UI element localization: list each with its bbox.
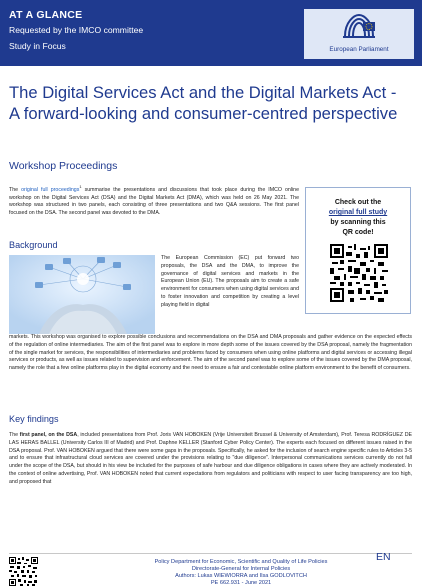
footer-authors: Authors: Lukas WIEWIORRA and Ilsa GODLOVITCH	[175, 573, 307, 579]
qr-callout	[305, 187, 411, 314]
footer-divider	[9, 553, 412, 554]
qr-code-icon[interactable]	[330, 244, 388, 302]
at-a-glance-label: AT A GLANCE	[9, 9, 83, 21]
european-parliament-logo	[304, 9, 414, 59]
requested-by-label: Requested by the IMCO committee	[9, 25, 144, 35]
qr-callout-line-1: Check out the	[334, 199, 382, 206]
language-code: EN	[376, 551, 391, 563]
footer-directorate: Directorate-General for Internal Policies	[191, 566, 291, 572]
subtitle: Workshop Proceedings	[9, 160, 118, 172]
digital-hands-illustration	[9, 255, 155, 334]
key-findings-paragraph: The first panel, on the DSA, included presentations from Prof. Joris VAN HOBOKEN (Vrije Universiteit Brussel & University of Amsterdam), Prof. Teresa RODRÍGUEZ DE LAS HERAS BALLEL (University Carlos III of Madrid) and Prof. Daphne KELLER (Stanford Cyber Policy Center). The experts each focused on different issues raised in the DSA proposal. Prof. VAN HOBOKEN argued that there were some gaps in the proposals. Specifically, he asked for the inclusion of search engine specific rules to Articles 3-5 and to ensure that infrastructural cloud services are covered under the provisions relating to "due diligence". Interpersonal communications services currently do not fall under the scope of the DSA, but should in his view be included for the purposes of safe harbour and due diligence obligations in cases where they are actively moderated. In the context of online advertising, Prof. VAN HOBOKEN noted that current expectations from regulators and politicians with respect to user facing transparency are too high, and proposed that	[9, 432, 412, 485]
ep-emblem-icon	[342, 12, 376, 44]
footer-qr-code-icon[interactable]	[9, 557, 38, 586]
original-full-study-link[interactable]: original full study	[328, 209, 388, 216]
header-band	[0, 0, 422, 66]
study-type-label: Study in Focus	[9, 41, 66, 51]
footer-department: Policy Department for Economic, Scientific and Quality of Life Policies	[154, 559, 328, 565]
full-proceedings-link[interactable]: original full proceedings	[21, 186, 80, 193]
intro-paragraph: The original full proceedings$^1$ summarise the presentations and discussions that took place during the IMCO online workshop on the Digital Services Act (DSA) and the Digital Markets Act (DMA), which was held on 26 May 2021. The workshop was structured in two panels, each consisting of three presentations and two Q&A sessions. The first panel focused on the DSA. The second panel was devoted to the DMA.	[9, 184, 299, 217]
qr-callout-line-3: by scanning this	[330, 219, 386, 226]
key-findings-heading: Key findings	[9, 414, 59, 424]
background-paragraph-continued: markets. This workshop was organised to explore possible conclusions and recommendations on the DSA and DMA proposals and gather evidence on the expected effects of the regulation of online intermediaries. The aim of the first panel was to explore in more depth some of the issues covered by the DSA proposal, namely the fragmentation of the single market for services, the responsibilities of intermediaries and problems faced by consumers when using online platforms and digital services or accessing illegal services or products, as well as issues related to supervision and enforcement. The aim of the second panel was to explore some of the issues covered by the DMA proposal, namely the role that a few online platforms play in the digital economy and the need to ensure a fair and contestable online platform environment to the benefit of consumers.	[9, 334, 412, 372]
background-paragraph-beside-image: The European Commission (EC) put forward two proposals, the DSA and the DMA, to improve the governance of digital services and markets in the European Union (EU). The proposals aim to create a safe environment for consumers when using digital services and to foster innovation and competition by creating a level playing field in digital	[161, 255, 299, 308]
page-title: The Digital Services Act and the Digital Markets Act - A forward-looking and consumer-centred perspective	[9, 83, 398, 123]
background-heading: Background	[9, 240, 58, 250]
footer-reference: PE 662.931 - June 2021	[210, 580, 272, 586]
qr-callout-line-4: QR code!	[342, 229, 374, 236]
european-parliament-label: European Parliament	[329, 46, 389, 53]
